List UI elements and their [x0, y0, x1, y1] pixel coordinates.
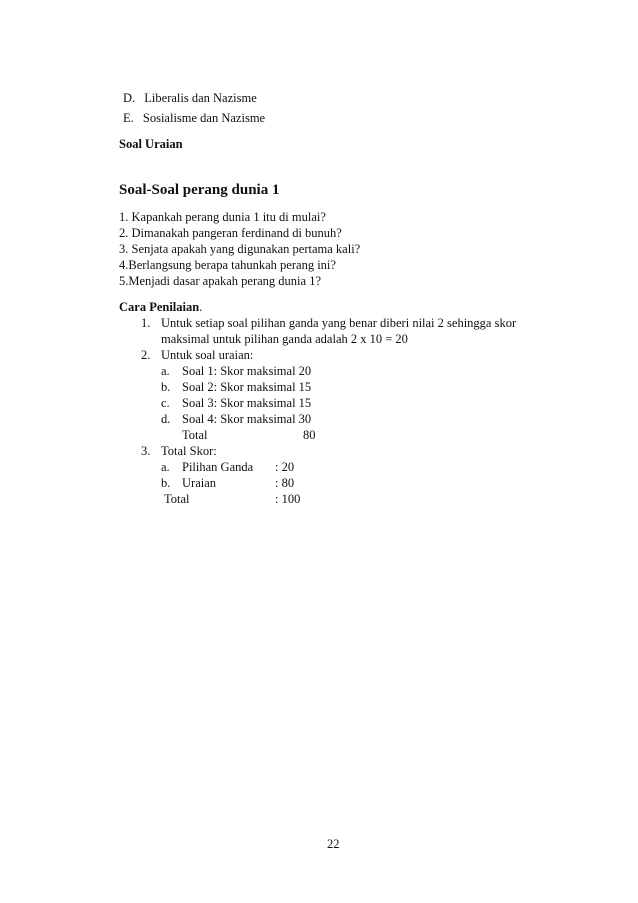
- option-text: Sosialisme dan Nazisme: [142, 111, 266, 125]
- essay-score-row: [161, 412, 311, 427]
- section-title: Soal-Soal perang dunia 1: [119, 182, 280, 198]
- scoring-heading-suffix: .: [199, 300, 203, 314]
- row-text: Soal 2: Skor maksimal 15: [182, 380, 312, 394]
- total-score-value: : 20: [275, 460, 295, 474]
- scoring-item-2-number: 2.: [141, 348, 151, 362]
- page-number: 22: [327, 837, 340, 851]
- question-1: 1. Kapankah perang dunia 1 itu di mulai?: [119, 210, 326, 224]
- scoring-item-3-number: 3.: [141, 444, 151, 458]
- row-text: Soal 4: Skor maksimal 30: [182, 412, 312, 426]
- scoring-heading-text: Cara Penilaian: [119, 300, 200, 314]
- grand-total-label: Total: [164, 492, 190, 506]
- option-e: [123, 111, 265, 126]
- row-letter: d.: [161, 412, 171, 426]
- scoring-item-1-line1: Untuk setiap soal pilihan ganda yang benar diberi nilai 2 sehingga skor: [161, 316, 517, 330]
- scoring-item-1-line2: maksimal untuk pilihan ganda adalah 2 x 10 = 20: [161, 332, 408, 346]
- question-3: 3. Senjata apakah yang digunakan pertama kali?: [119, 242, 361, 256]
- essay-score-row: [161, 380, 311, 395]
- row-letter: b.: [161, 380, 171, 394]
- option-letter: D.: [123, 91, 136, 105]
- scoring-item-1-number: 1.: [141, 316, 151, 330]
- option-letter: E.: [123, 111, 134, 125]
- row-label: Uraian: [182, 476, 217, 490]
- row-text: Soal 1: Skor maksimal 20: [182, 364, 312, 378]
- row-letter: a.: [161, 364, 170, 378]
- question-5: 5.Menjadi dasar apakah perang dunia 1?: [119, 274, 322, 288]
- essay-score-row: [161, 396, 311, 411]
- question-2: 2. Dimanakah pangeran ferdinand di bunuh?: [119, 226, 342, 240]
- row-label: Pilihan Ganda: [182, 460, 254, 474]
- option-text: Liberalis dan Nazisme: [144, 91, 257, 105]
- essay-total-value: 80: [303, 428, 316, 442]
- row-letter: a.: [161, 460, 170, 474]
- row-letter: b.: [161, 476, 171, 490]
- row-letter: c.: [161, 396, 170, 410]
- total-score-row: [161, 476, 216, 491]
- total-score-row: [161, 460, 253, 475]
- essay-score-row: [161, 364, 311, 379]
- scoring-item-3-label: Total Skor:: [161, 444, 217, 458]
- essay-total-label: Total: [182, 428, 208, 442]
- scoring-heading: [119, 300, 202, 315]
- total-score-value: : 80: [275, 476, 295, 490]
- scoring-item-2-label: Untuk soal uraian:: [161, 348, 254, 362]
- question-4: 4.Berlangsung berapa tahunkah perang ini?: [119, 258, 336, 272]
- grand-total-value: : 100: [275, 492, 301, 506]
- essay-heading: Soal Uraian: [119, 137, 183, 151]
- option-d: [123, 91, 257, 106]
- row-text: Soal 3: Skor maksimal 15: [182, 396, 312, 410]
